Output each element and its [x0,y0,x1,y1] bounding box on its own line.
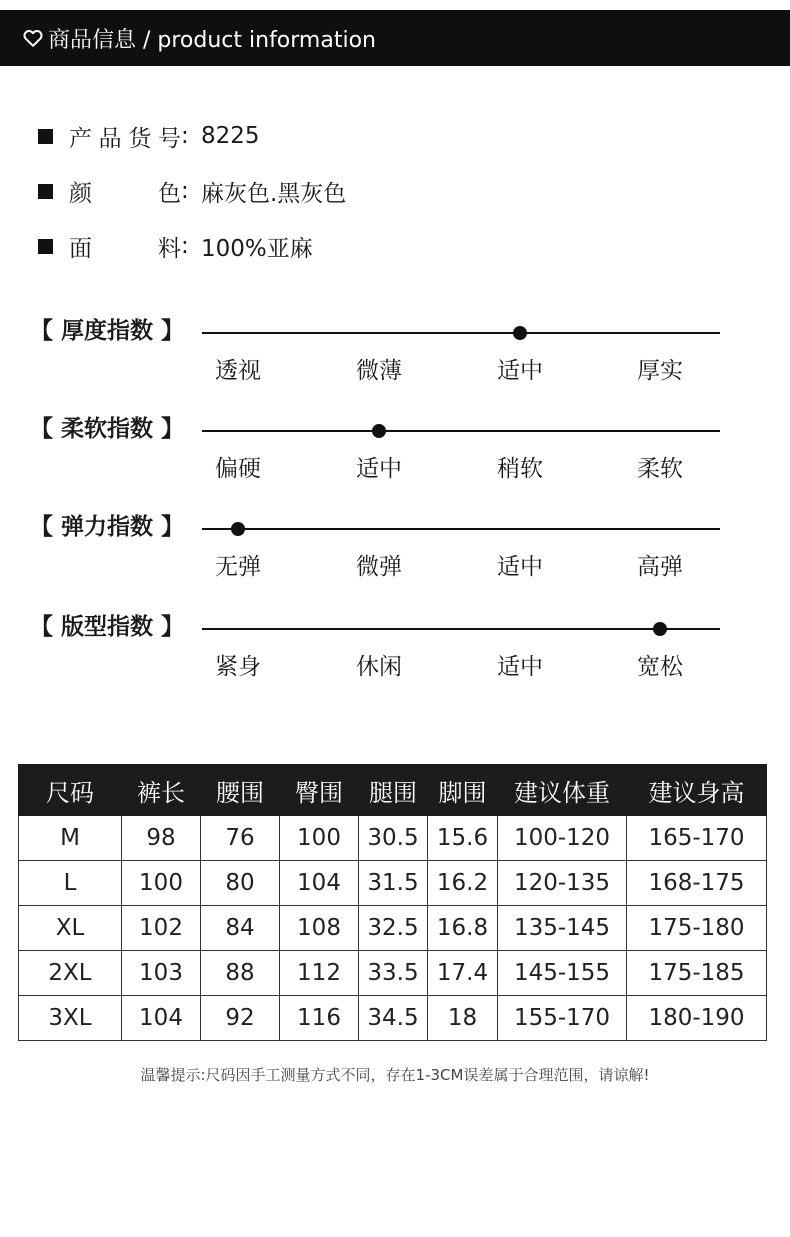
product-info-header [0,10,790,66]
scale-line [202,430,720,432]
table-cell: 103 [122,951,201,996]
scale-line [202,628,720,630]
table-cell: 112 [280,951,359,996]
info-label-char: 料 [158,235,181,262]
info-value: 100%亚麻 [201,235,313,262]
scale-level: 适中 [497,654,543,680]
index-scale [0,312,790,392]
table-cell: 80 [201,861,280,906]
table-cell: 30.5 [359,816,428,861]
scale-level: 偏硬 [215,456,261,482]
table-cell: 32.5 [359,906,428,951]
table-cell: 102 [122,906,201,951]
info-label [69,230,181,263]
info-value: 8225 [201,123,260,149]
index-scale [0,608,790,688]
index-scale [0,410,790,490]
table-cell: 175-185 [627,951,767,996]
info-label-char: 货 [128,125,152,152]
scale-marker [231,522,245,536]
scale-title: 【 厚度指数 】 [30,318,185,344]
scale-level: 微薄 [356,358,402,384]
scale-marker [653,622,667,636]
table-cell: 155-170 [498,996,627,1041]
table-cell: 104 [280,861,359,906]
table-cell: 31.5 [359,861,428,906]
table-cell: 175-180 [627,906,767,951]
table-header-cell: 建议身高 [627,765,767,816]
scale-level: 微弹 [356,554,402,580]
info-row [38,121,260,151]
table-cell: 84 [201,906,280,951]
table-cell: 100 [280,816,359,861]
scale-level: 稍软 [497,456,543,482]
scale-levels [0,352,790,384]
table-cell: 104 [122,996,201,1041]
table-header-cell: 脚围 [428,765,498,816]
info-label-char: 面 [69,235,92,262]
table-cell: 15.6 [428,816,498,861]
bullet-square [38,239,53,254]
table-cell: 145-155 [498,951,627,996]
scale-title: 【 版型指数 】 [30,614,185,640]
scale-marker [372,424,386,438]
scale-title: 【 弹力指数 】 [30,514,185,540]
table-cell: 100 [122,861,201,906]
scale-line [202,528,720,530]
table-cell: 120-135 [498,861,627,906]
heart-icon [22,27,44,49]
table-cell: 135-145 [498,906,627,951]
scale-line [202,332,720,334]
header-title: 商品信息 / product information [48,27,376,53]
table-cell: 108 [280,906,359,951]
table-cell: 33.5 [359,951,428,996]
info-label [69,175,181,208]
info-colon: : [181,178,189,204]
table-cell: 100-120 [498,816,627,861]
table-header-cell: 腰围 [201,765,280,816]
table-cell: 76 [201,816,280,861]
table-header-cell: 建议体重 [498,765,627,816]
table-cell: XL [19,906,122,951]
table-row [19,906,767,951]
info-row [38,176,346,206]
scale-levels [0,548,790,580]
table-header-cell: 腿围 [359,765,428,816]
info-label-char: 品 [98,125,122,152]
size-note: 温馨提示:尺码因手工测量方式不同，存在1-3CM误差属于合理范围，请谅解! [140,1066,650,1084]
table-cell: L [19,861,122,906]
info-label-char: 颜 [69,180,92,207]
info-label-char: 号 [157,125,181,152]
table-cell: 3XL [19,996,122,1041]
table-cell: 18 [428,996,498,1041]
bullet-square [38,184,53,199]
table-cell: 17.4 [428,951,498,996]
table-header-row [19,765,767,816]
scale-level: 高弹 [637,554,683,580]
scale-level: 紧身 [215,654,261,680]
table-cell: 88 [201,951,280,996]
scale-title: 【 柔软指数 】 [30,416,185,442]
table-cell: 16.2 [428,861,498,906]
table-row [19,951,767,996]
scale-levels [0,648,790,680]
table-cell: M [19,816,122,861]
table-cell: 92 [201,996,280,1041]
info-row [38,231,313,261]
info-value: 麻灰色.黑灰色 [201,180,347,207]
scale-level: 适中 [497,358,543,384]
info-label [69,120,181,153]
table-cell: 180-190 [627,996,767,1041]
table-cell: 116 [280,996,359,1041]
table-cell: 16.8 [428,906,498,951]
index-scale [0,508,790,588]
table-row [19,996,767,1041]
table-header-cell: 裤长 [122,765,201,816]
info-label-char: 产 [69,125,92,152]
size-table [18,764,767,1041]
table-row [19,861,767,906]
table-cell: 168-175 [627,861,767,906]
info-colon: : [181,123,189,149]
scale-level: 适中 [356,456,402,482]
table-cell: 34.5 [359,996,428,1041]
info-colon: : [181,233,189,259]
scale-level: 适中 [497,554,543,580]
scale-level: 柔软 [637,456,683,482]
scale-level: 透视 [215,358,261,384]
scale-level: 休闲 [356,654,402,680]
table-cell: 2XL [19,951,122,996]
table-header-cell: 尺码 [19,765,122,816]
info-label-char: 色 [158,180,181,207]
scale-level: 无弹 [215,554,261,580]
bullet-square [38,129,53,144]
scale-level: 宽松 [637,654,683,680]
table-header-cell: 臀围 [280,765,359,816]
scale-levels [0,450,790,482]
scale-level: 厚实 [637,358,683,384]
table-cell: 165-170 [627,816,767,861]
table-row [19,816,767,861]
scale-marker [513,326,527,340]
table-cell: 98 [122,816,201,861]
